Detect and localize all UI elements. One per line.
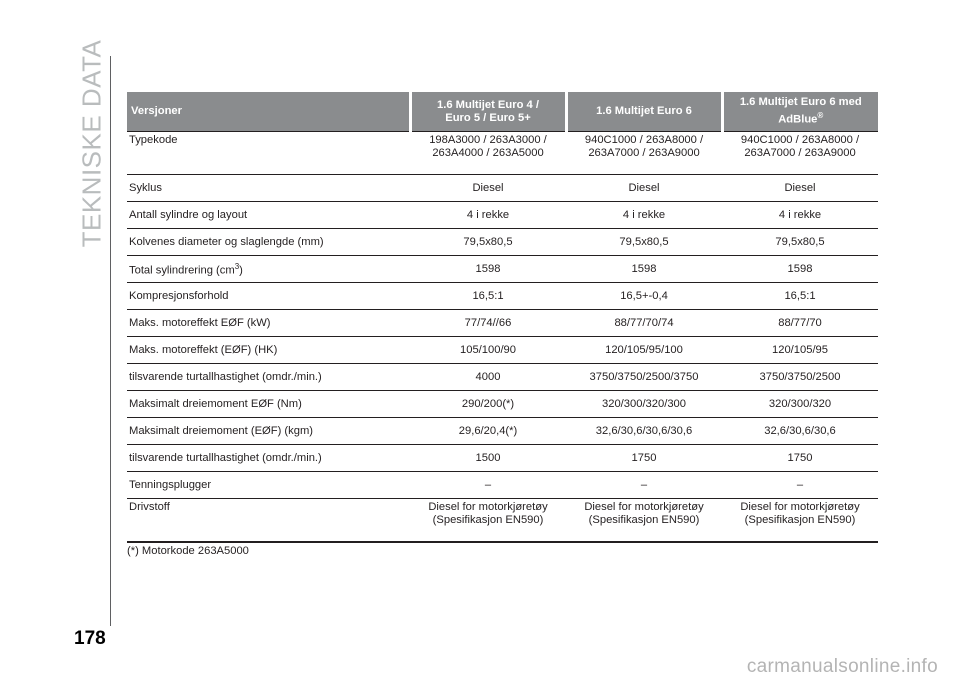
cell-value: Diesel for motorkjøretøy (Spesifikasjon EN590)	[410, 499, 566, 543]
cell-value: Diesel	[722, 175, 878, 202]
cell-value: 290/200(*)	[410, 391, 566, 418]
cell-value: 105/100/90	[410, 337, 566, 364]
specifications-table	[127, 92, 878, 543]
cell-value: Diesel for motorkjøretøy (Spesifikasjon EN590)	[722, 499, 878, 543]
cell-value: 16,5:1	[410, 283, 566, 310]
row-label: Antall sylindre og layout	[127, 202, 410, 229]
table-row	[127, 202, 878, 229]
table-row	[127, 337, 878, 364]
cell-value: 79,5x80,5	[410, 229, 566, 256]
table-row	[127, 445, 878, 472]
cell-value: 4 i rekke	[566, 202, 722, 229]
cell-value: 32,6/30,6/30,6/30,6	[566, 418, 722, 445]
header-euro4-5: 1.6 Multijet Euro 4 / Euro 5 / Euro 5+	[410, 92, 566, 132]
cell-value: 1500	[410, 445, 566, 472]
table-row	[127, 499, 878, 543]
cell-value: 120/105/95	[722, 337, 878, 364]
table-row	[127, 132, 878, 175]
cell-value: 32,6/30,6/30,6	[722, 418, 878, 445]
cell-value: 29,6/20,4(*)	[410, 418, 566, 445]
header-euro6: 1.6 Multijet Euro 6	[566, 92, 722, 132]
cell-value: Diesel for motorkjøretøy (Spesifikasjon EN590)	[566, 499, 722, 543]
cell-value: 940C1000 / 263A8000 / 263A7000 / 263A9000	[566, 132, 722, 175]
table-row	[127, 472, 878, 499]
row-label: tilsvarende turtallhastighet (omdr./min.)	[127, 364, 410, 391]
footnote: (*) Motorkode 263A5000	[127, 545, 249, 557]
cell-value: 1750	[566, 445, 722, 472]
cell-value: 4 i rekke	[722, 202, 878, 229]
cell-value: 3750/3750/2500/3750	[566, 364, 722, 391]
cell-value: 4000	[410, 364, 566, 391]
cell-value: 940C1000 / 263A8000 / 263A7000 / 263A9000	[722, 132, 878, 175]
cell-value: 4 i rekke	[410, 202, 566, 229]
table-row	[127, 256, 878, 283]
row-label: Tenningsplugger	[127, 472, 410, 499]
cell-value: 1598	[566, 256, 722, 283]
row-label: Syklus	[127, 175, 410, 202]
cell-value: 88/77/70/74	[566, 310, 722, 337]
table-row	[127, 418, 878, 445]
table-row	[127, 391, 878, 418]
row-label: Typekode	[127, 132, 410, 175]
table-row	[127, 229, 878, 256]
row-label: Maks. motoreffekt EØF (kW)	[127, 310, 410, 337]
row-label: Maksimalt dreiemoment EØF (Nm)	[127, 391, 410, 418]
table-row	[127, 283, 878, 310]
cell-value: –	[722, 472, 878, 499]
header-versions: Versjoner	[127, 92, 410, 132]
page-number: 178	[74, 628, 106, 649]
table-header-row	[127, 92, 878, 132]
cell-value: 3750/3750/2500	[722, 364, 878, 391]
row-label: Kolvenes diameter og slaglengde (mm)	[127, 229, 410, 256]
cell-value: 1750	[722, 445, 878, 472]
cell-value: 16,5:1	[722, 283, 878, 310]
cell-value: 16,5+-0,4	[566, 283, 722, 310]
cell-value: 120/105/95/100	[566, 337, 722, 364]
cell-value: 1598	[410, 256, 566, 283]
section-title-text: TEKNISKE DATA	[76, 39, 107, 247]
row-label: Maks. motoreffekt (EØF) (HK)	[127, 337, 410, 364]
cell-value: 79,5x80,5	[566, 229, 722, 256]
cell-value: Diesel	[566, 175, 722, 202]
cell-value: –	[566, 472, 722, 499]
cell-value: 1598	[722, 256, 878, 283]
row-label: Total sylindrering $(cm^3)$	[127, 256, 410, 283]
row-label: Drivstoff	[127, 499, 410, 543]
cell-value: 79,5x80,5	[722, 229, 878, 256]
table-row	[127, 364, 878, 391]
row-label: Kompresjonsforhold	[127, 283, 410, 310]
row-label: tilsvarende turtallhastighet (omdr./min.)	[127, 445, 410, 472]
section-title	[76, 39, 107, 247]
cell-value: 320/300/320	[722, 391, 878, 418]
cell-value: 320/300/320/300	[566, 391, 722, 418]
cell-value: Diesel	[410, 175, 566, 202]
row-label: Maksimalt dreiemoment (EØF) (kgm)	[127, 418, 410, 445]
cell-value: 88/77/70	[722, 310, 878, 337]
cell-value: 198A3000 / 263A3000 / 263A4000 / 263A5000	[410, 132, 566, 175]
table-row	[127, 310, 878, 337]
watermark: carmanualsonline.info	[746, 656, 938, 677]
cell-value: 77/74//66	[410, 310, 566, 337]
header-euro6-adblue: 1.6 Multijet Euro 6 med AdBlue®	[722, 92, 878, 132]
cell-value: –	[410, 472, 566, 499]
table-row	[127, 175, 878, 202]
side-divider	[110, 56, 111, 626]
